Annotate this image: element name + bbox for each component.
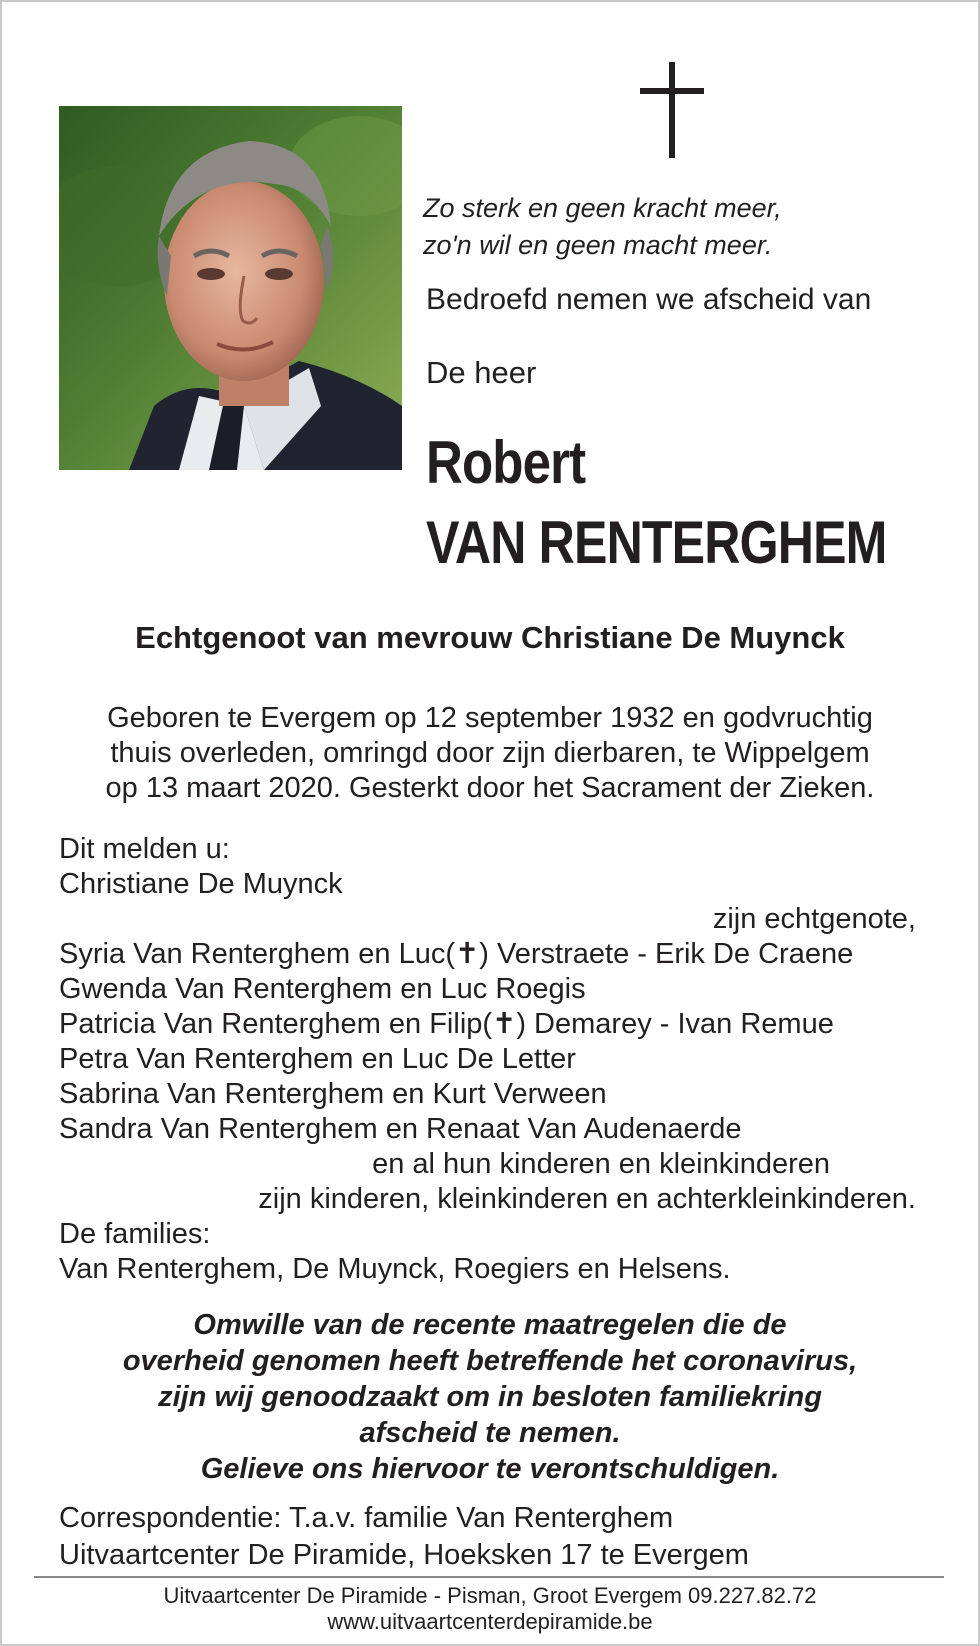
child-line: Sandra Van Renterghem en Renaat Van Audenaerde	[59, 1113, 742, 1145]
spouse-name: Christiane De Muynck	[59, 868, 343, 900]
poem-line: Zo sterk en geen kracht meer,	[423, 193, 782, 223]
child-line: Gwenda Van Renterghem en Luc Roegis	[59, 973, 586, 1005]
funeral-home-footer	[0, 1583, 980, 1635]
spouse-role: zijn echtgenote,	[712, 903, 916, 935]
deceased-last-name: VAN RENTERGHEM	[426, 509, 887, 576]
child-line: Sabrina Van Renterghem en Kurt Verween	[59, 1078, 607, 1110]
poem-verse	[423, 190, 782, 264]
families-label: De families:	[59, 1218, 211, 1250]
covid-notice	[0, 1307, 980, 1487]
spouse-line: Echtgenoot van mevrouw Christiane De Muynck	[135, 620, 845, 655]
correspondence-line: Correspondentie: T.a.v. familie Van Renterghem	[59, 1502, 674, 1534]
birth-death-paragraph	[0, 701, 980, 806]
child-line: Patricia Van Renterghem en Filip(✝) Demarey - Ivan Remue	[59, 1008, 834, 1040]
families-names: Van Renterghem, De Muynck, Roegiers en Helsens.	[59, 1253, 731, 1285]
notice-line: zijn wij genoodzaakt om in besloten familiekring	[158, 1381, 822, 1413]
portrait-image	[59, 106, 402, 470]
honorific-title: De heer	[426, 355, 537, 390]
notice-line: Gelieve ons hiervoor te verontschuldigen.	[200, 1453, 780, 1485]
footer-divider	[34, 1576, 944, 1578]
child-line: Syria Van Renterghem en Luc(✝) Verstraete - Erik De Craene	[59, 938, 854, 970]
poem-line: zo'n wil en geen macht meer.	[423, 230, 773, 260]
correspondence-address	[59, 1500, 749, 1574]
grandchildren-line: en al hun kinderen en kleinkinderen	[372, 1148, 830, 1180]
notice-line: Omwille van de recente maatregelen die de	[193, 1309, 787, 1341]
birth-death-line: op 13 maart 2020. Gesterkt door het Sacrament der Zieken.	[105, 772, 875, 804]
deceased-first-name: Robert	[426, 429, 586, 496]
children-role: zijn kinderen, kleinkinderen en achterkleinkinderen.	[258, 1183, 916, 1215]
latin-cross-icon	[640, 62, 704, 158]
birth-death-line: thuis overleden, omringd door zijn dierbaren, te Wippelgem	[110, 737, 870, 769]
announce-label: Dit melden u:	[59, 833, 230, 865]
notice-line: afscheid te nemen.	[359, 1417, 621, 1449]
correspondence-line: Uitvaartcenter De Piramide, Hoeksken 17 te Evergem	[59, 1539, 749, 1571]
portrait-photo	[59, 106, 402, 470]
footer-contact: Uitvaartcenter De Piramide - Pisman, Groot Evergem 09.227.82.72	[163, 1583, 817, 1608]
farewell-intro: Bedroefd nemen we afscheid van	[426, 283, 872, 316]
notice-line: overheid genomen heeft betreffende het coronavirus,	[122, 1345, 858, 1377]
child-line: Petra Van Renterghem en Luc De Letter	[59, 1043, 576, 1075]
footer-website-link[interactable]: www.uitvaartcenterdepiramide.be	[327, 1609, 653, 1634]
birth-death-line: Geboren te Evergem op 12 september 1932 en godvruchtig	[107, 702, 873, 734]
